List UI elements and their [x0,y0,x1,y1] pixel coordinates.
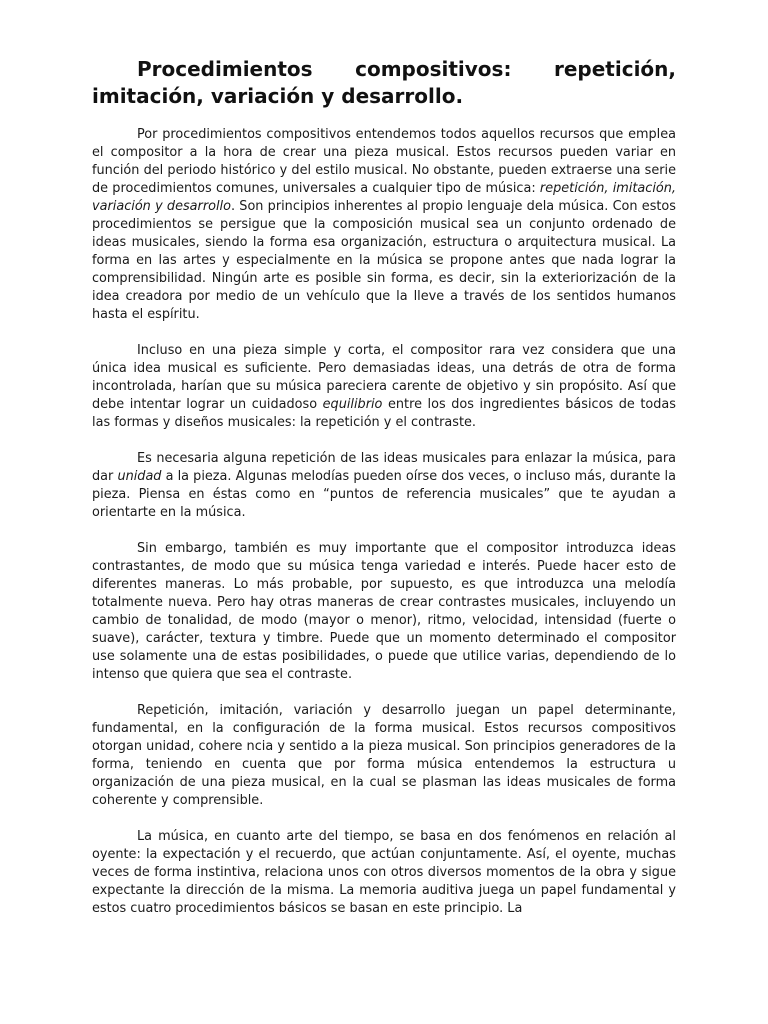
paragraph-emphasis: unidad [117,469,162,484]
document-page [92,56,676,936]
paragraph [92,450,676,522]
paragraph-text: Sin embargo, también es muy importante que el compositor introduzca ideas contrastantes, de modo que su música tenga variedad e interés. Puede hacer esto de diferentes maneras. Lo más probable, por supuesto, es que introduzca una melodía totalmente nueva. Pero hay otras maneras de crear contrastes musicales, incluyendo un cambio de tonalidad, de modo (mayor o menor), ritmo, velocidad, intensidad (fuerte o suave), carácter, textura y timbre. Puede que un momento determinado el compositor use solamente una de estas posibilidades, o puede que utilice varias, dependiendo de lo intenso que quiera que sea el contraste. [92,541,676,682]
paragraph [92,342,676,432]
paragraph [92,540,676,684]
paragraph [92,126,676,324]
paragraph [92,828,676,918]
paragraph-text: a la pieza. Algunas melodías pueden oírse dos veces, o incluso más, durante la pieza. Piensa en éstas como en “puntos de referencia musicales” que te ayudan a orientarte en la música. [92,469,676,520]
paragraph-text: Es necesaria alguna repetición de las ideas musicales para enlazar la música, para dar [92,451,676,484]
paragraph-emphasis: repetición, imitación, variación y desarrollo [92,181,676,214]
paragraph-emphasis: equilibrio [322,397,383,412]
paragraph-text: entre los dos ingredientes básicos de todas las formas y diseños musicales: la repetición y el contraste. [92,397,676,430]
document-title: Procedimientos compositivos: repetición, imitación, variación y desarrollo. [92,57,676,108]
paragraph-text: La música, en cuanto arte del tiempo, se basa en dos fenómenos en relación al oyente: la expectación y el recuerdo, que actúan conjuntamente. Así, el oyente, muchas veces de forma instintiva, relaciona unos con otros diversos momentos de la obra y sigue expectante la dirección de la misma. La memoria auditiva juega un papel fundamental y estos cuatro procedimientos básicos se basan en este principio. La [92,829,676,916]
paragraph-text: . Son principios inherentes al propio lenguaje dela música. Con estos procedimientos se persigue que la composición musical sea un conjunto ordenado de ideas musicales, siendo la forma esa organización, estructura o arquitectura musical. La forma en las artes y especialmente en la música se propone antes que nada lograr la comprensibilidad. Ningún arte es posible sin forma, es decir, sin la exteriorización de la idea creadora por medio de un vehículo que la lleve a través de los sentidos humanos hasta el espíritu. [92,199,676,322]
paragraph-text: Repetición, imitación, variación y desarrollo juegan un papel determinante, fundamental, en la configuración de la forma musical. Estos recursos compositivos otorgan unidad, cohere ncia y sentido a la pieza musical. Son principios generadores de la forma, teniendo en cuenta que por forma música entendemos la estructura u organización de una pieza musical, en la cual se plasman las ideas musicales de forma coherente y comprensible. [92,703,676,808]
paragraph-text: Por procedimientos compositivos entendemos todos aquellos recursos que emplea el compositor a la hora de crear una pieza musical. Estos recursos pueden variar en función del periodo histórico y del estilo musical. No obstante, pueden extraerse una serie de procedimientos comunes, universales a cualquier tipo de música: [92,127,676,196]
paragraph [92,702,676,810]
paragraph-text: Incluso en una pieza simple y corta, el compositor rara vez considera que una única idea musical es suficiente. Pero demasiadas ideas, una detrás de otra de forma incontrolada, harían que su música pareciera carente de objetivo y sin propósito. Así que debe intentar lograr un cuidadoso [92,343,676,412]
